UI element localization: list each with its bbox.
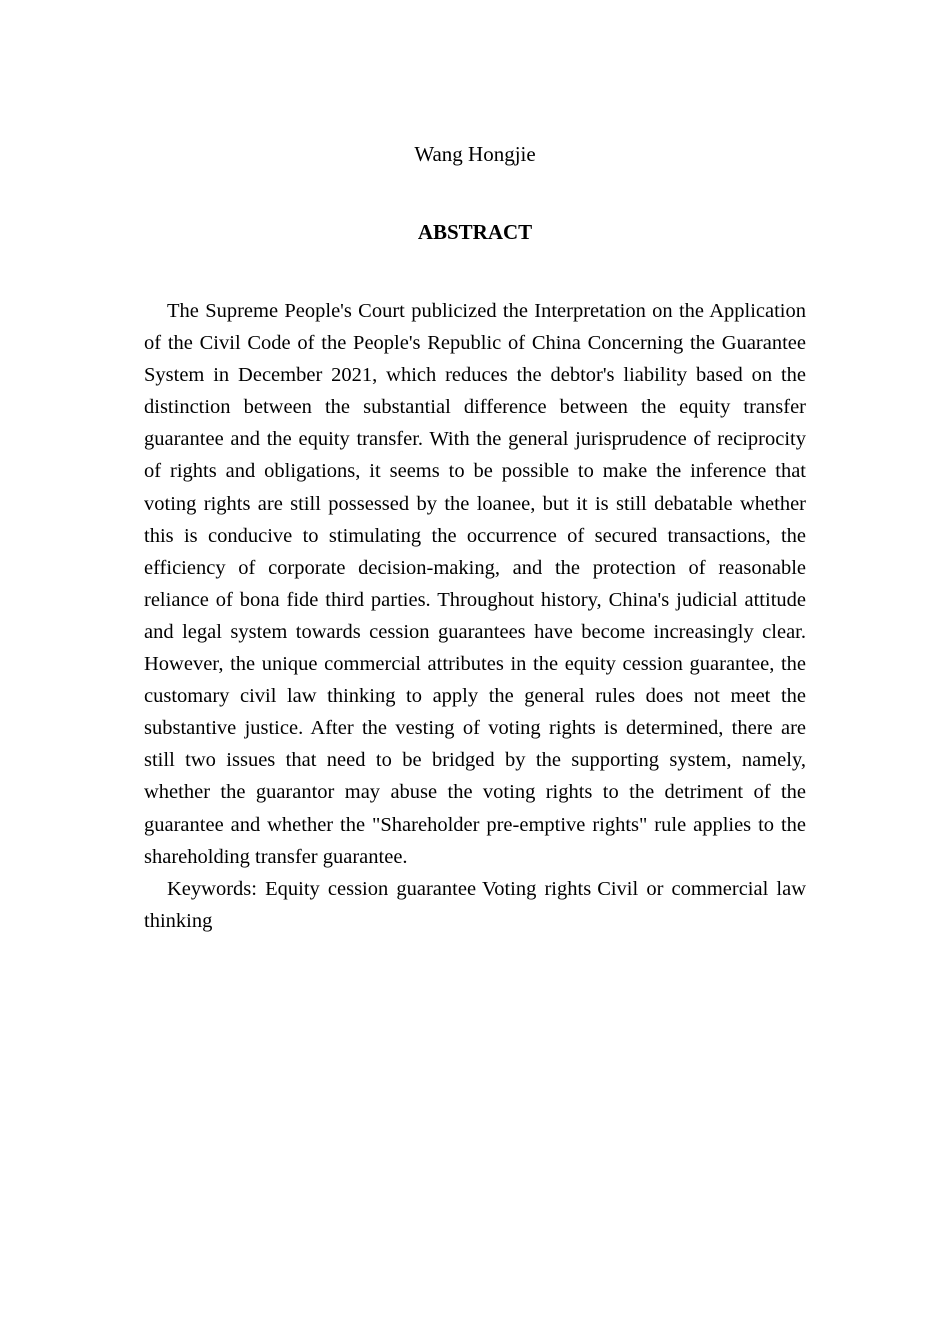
keywords-label: Keywords:: [167, 877, 257, 900]
keyword-item: Civil or commercial law thinking: [144, 877, 807, 932]
keywords-line: [144, 873, 806, 937]
keyword-item: Equity cession guarantee: [265, 877, 477, 900]
abstract-body: [144, 295, 806, 937]
abstract-paragraph: The Supreme People's Court publicized the Interpretation on the Application of the Civil Code of the People's Republic of China Concerning the Guarantee System in December 2021, which reduces the debtor's liability based on the distinction between the substantial difference between the equity transfer guarantee and the equity transfer. With the general jurisprudence of reciprocity of rights and obligations, it seems to be possible to make the inference that voting rights are still possessed by the loanee, but it is still debatable whether this is conducive to stimulating the occurrence of secured transactions, the efficiency of corporate decision-making, and the protection of reasonable reliance of bona fide third parties. Throughout history, China's judicial attitude and legal system towards cession guarantees have become increasingly clear. However, the unique commercial attributes in the equity cession guarantee, the customary civil law thinking to apply the general rules does not meet the substantive justice. After the vesting of voting rights is determined, there are still two issues that need to be bridged by the supporting system, namely, whether the guarantor may abuse the voting rights to the detriment of the guarantee and whether the "Shareholder pre-emptive rights" rule applies to the shareholding transfer guarantee.: [144, 300, 806, 868]
keyword-item: Voting rights: [482, 877, 592, 900]
author-name: Wang Hongjie: [414, 142, 536, 166]
abstract-heading: ABSTRACT: [417, 220, 533, 244]
